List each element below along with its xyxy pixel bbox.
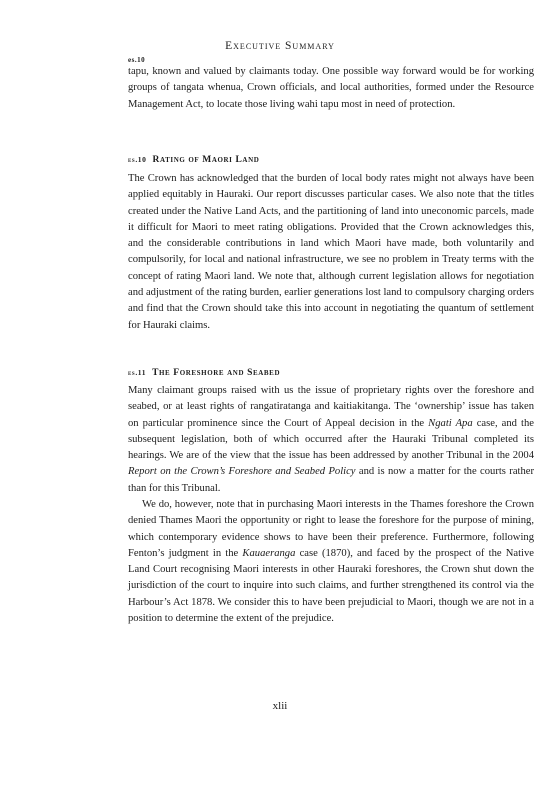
section-10-number: es.10 bbox=[128, 155, 147, 164]
section-11-paragraph-1 bbox=[128, 383, 534, 497]
case-name: Ngati Apa bbox=[428, 417, 473, 429]
case-name: Kauaeranga bbox=[242, 547, 296, 559]
text-run: We do, however, note that in purchasing Maori interests in the Thames foreshore the Crown denied Thames Maori the opportunity or right to lease the foreshore for the purpose of mining, which contemporary evidence shows to have been their preference. Furthermore, following Fenton’s judgment in the bbox=[128, 499, 534, 559]
text-run: Many claimant groups raised with us the issue of proprietary rights over the foreshore and seabed, or at least rights of rangatiratanga and kaitiakitanga. The ‘ownership’ issue has taken on particular prominence since the Court of Appeal decision in the bbox=[128, 385, 534, 429]
page-number: xlii bbox=[272, 700, 288, 712]
section-10-heading bbox=[128, 155, 534, 165]
text-run: and is now a matter for the courts rather than for this Tribunal. bbox=[128, 466, 534, 494]
text-run: case, and the subsequent legislation, both of which occurred after the Hauraki Tribunal completed its hearings. We are of the view that the issue has been addressed by another Tribunal in the 2004 bbox=[128, 417, 534, 462]
section-11-title: The Foreshore and Seabed bbox=[152, 368, 281, 378]
report-title: Report on the Crown’s Foreshore and Seabed Policy bbox=[128, 466, 356, 478]
section-10-title: Rating of Maori Land bbox=[152, 155, 260, 165]
section-11-number: es.11 bbox=[128, 368, 147, 377]
running-head: Executive Summary bbox=[225, 40, 335, 52]
section-marker: es.10 bbox=[128, 56, 146, 64]
section-10-paragraph: The Crown has acknowledged that the burden of local body rates might not always have been applied equitably in Hauraki. Our report discusses particular cases. We also note that the titles created under the Native Land Acts, and the partitioning of land into uneconomic parcels, made it difficult for Maori to meet rating obligations. Provided that the Crown acknowledges this, and the considerable contributions in land which Maori have made, both voluntarily and compulsorily, for local and national infrastructure, we see no problem in Treaty terms with the concept of rating Maori land. We note that, although current legislation allows for negotiation and adjustment of the rating burden, earlier generations lost land to compulsory charging orders and find that the Crown should take this into account in negotiating the quantum of settlement for Hauraki claims. bbox=[128, 173, 534, 331]
section-11-heading bbox=[128, 368, 534, 378]
section-11-paragraph-2 bbox=[128, 497, 534, 627]
text-run: case (1870), and faced by the prospect of the Native Land Court recognising Maori interests in other Hauraki foreshores, the Crown shut down the jurisdiction of the court to inquire into such claims, and further strengthened its control via the Harbour’s Act 1878. We consider this to have been prejudicial to Maori, though we are not in a position to determine the extent of the prejudice. bbox=[128, 547, 534, 625]
intro-paragraph: tapu, known and valued by claimants today. One possible way forward would be for working groups of tangata whenua, Crown officials, and local authorities, formed under the Resource Management Act, to locate those living wahi tapu most in need of protection. bbox=[128, 66, 534, 110]
